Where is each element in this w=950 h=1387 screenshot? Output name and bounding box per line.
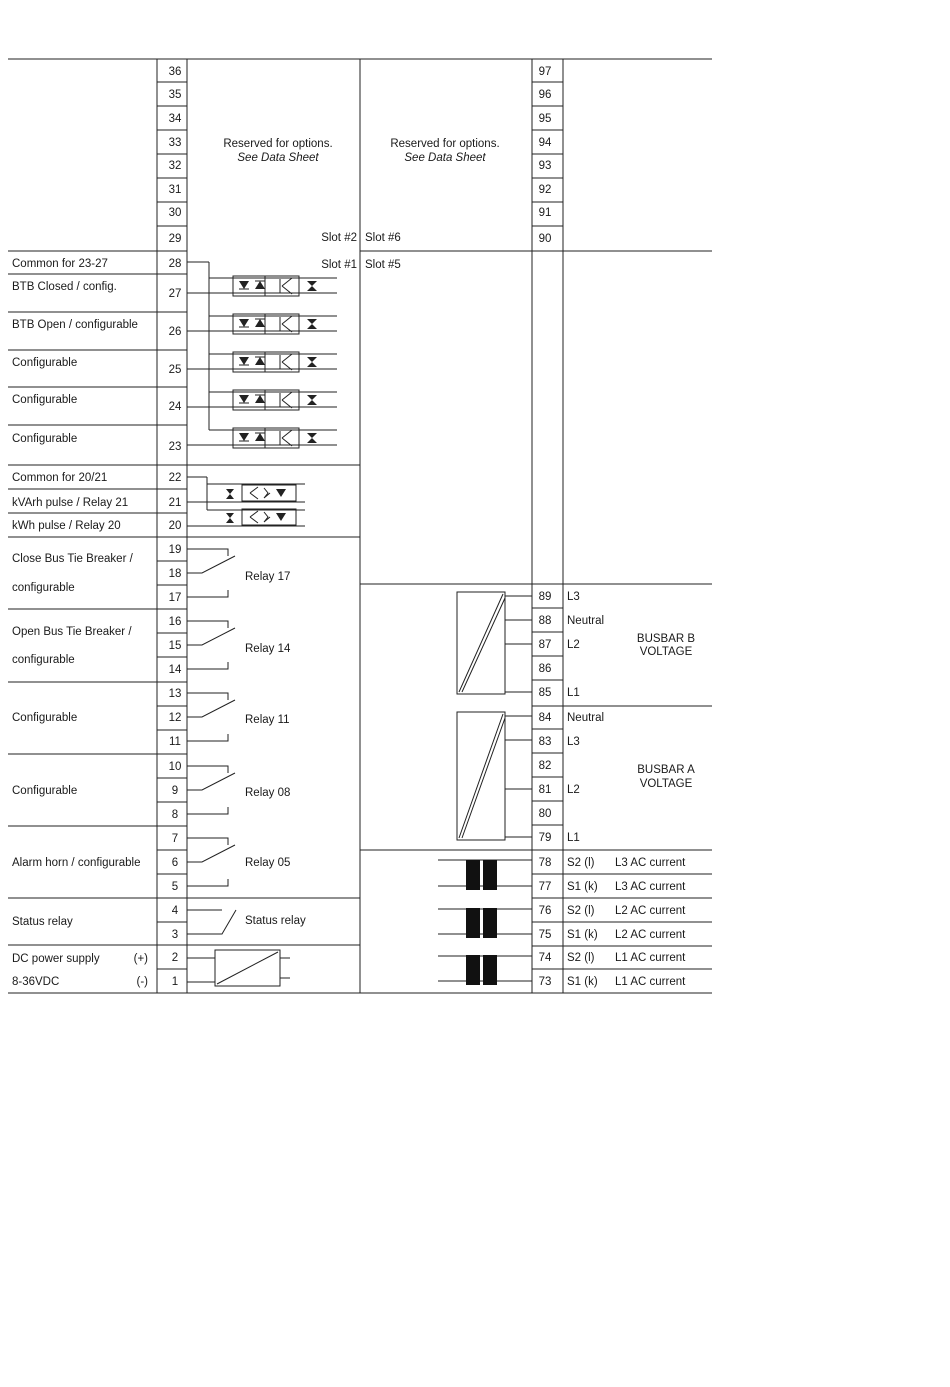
terminal-number: 84: [538, 712, 552, 724]
busbar-b-l3: L3: [567, 591, 580, 603]
busbar-b-l1: L1: [567, 687, 580, 699]
terminal-number: 33: [168, 137, 182, 149]
terminal-number: 30: [168, 207, 182, 219]
terminal-number: 22: [168, 472, 182, 484]
optocoupler-23: [187, 428, 337, 448]
label-kvarh-pulse: kVArh pulse / Relay 21: [12, 497, 129, 509]
terminal-number: 1: [171, 976, 179, 988]
terminal-number: 79: [538, 832, 552, 844]
relay-05-label: Relay 05: [245, 857, 291, 869]
terminal-number: 5: [171, 881, 179, 893]
terminal-number: 8: [171, 809, 179, 821]
terminal-number: 12: [168, 712, 182, 724]
terminal-number: 23: [168, 441, 182, 453]
terminal-number: 9: [171, 785, 179, 797]
terminal-number: 28: [168, 258, 182, 270]
label-configurable-relay11: Configurable: [12, 712, 78, 724]
terminal-number: 83: [538, 736, 552, 748]
label-configurable-relay08: Configurable: [12, 785, 78, 797]
busbar-a-l2: L2: [567, 784, 580, 796]
terminal-number: 4: [171, 905, 179, 917]
terminal-number: 20: [168, 520, 182, 532]
relay-08-label: Relay 08: [245, 787, 291, 799]
terminal-number: 16: [168, 616, 182, 628]
terminal-number: 27: [168, 288, 182, 300]
terminal-number: 88: [538, 615, 552, 627]
terminal-number: 32: [168, 160, 182, 172]
digital-input-optocouplers: [187, 262, 337, 448]
label-dc-plus: (+): [133, 953, 148, 965]
ct-74-name: L1 AC current: [615, 952, 686, 964]
terminal-number: 19: [168, 544, 182, 556]
label-open-btb-cont: configurable: [12, 654, 75, 666]
ct-75-name: L2 AC current: [615, 929, 686, 941]
terminal-number: 35: [168, 89, 182, 101]
slot-6-label: Slot #6: [365, 232, 401, 244]
terminal-number: 21: [168, 497, 182, 509]
ct-73-name: L1 AC current: [615, 976, 686, 988]
label-dc-range: 8-36VDC: [12, 976, 60, 988]
ct-75-terminal: S1 (k): [567, 929, 598, 941]
ct-77-name: L3 AC current: [615, 881, 686, 893]
terminal-number: 92: [538, 184, 552, 196]
ct-76-name: L2 AC current: [615, 905, 686, 917]
busbar-a-transducer: [457, 712, 532, 840]
terminal-number: 89: [538, 591, 552, 603]
group-labels: [637, 633, 695, 790]
label-btb-closed: BTB Closed / config.: [12, 281, 117, 293]
relay-labels: [245, 571, 306, 927]
terminal-number: 87: [538, 639, 552, 651]
terminal-number: 17: [168, 592, 182, 604]
terminal-number: 91: [538, 207, 552, 219]
label-status-relay: Status relay: [12, 916, 73, 928]
busbar-b-title: BUSBAR B: [636, 633, 696, 645]
terminal-number: 93: [538, 160, 552, 172]
terminal-number: 36: [168, 66, 182, 78]
ct-77-terminal: S1 (k): [567, 881, 598, 893]
terminal-number: 2: [171, 952, 179, 964]
ct-74-terminal: S2 (l): [567, 952, 595, 964]
terminal-number: 96: [538, 89, 552, 101]
busbar-a-title: BUSBAR A: [637, 764, 695, 776]
ct-l2: [438, 908, 532, 938]
relay-11-contact: [187, 693, 235, 741]
terminal-number: 34: [168, 113, 182, 125]
ct-l3: [438, 860, 532, 890]
busbar-b-neutral: Neutral: [567, 615, 605, 627]
relay-11-label: Relay 11: [245, 714, 290, 726]
status-relay-label: Status relay: [245, 915, 306, 927]
terminal-number: 29: [168, 233, 182, 245]
terminal-number: 7: [171, 833, 179, 845]
ct-78-name: L3 AC current: [615, 857, 686, 869]
label-alarm-horn: Alarm horn / configurable: [12, 857, 141, 869]
relay-17-contact: [187, 549, 235, 597]
slot-2-label: Slot #2: [321, 232, 357, 244]
terminal-number: 95: [538, 113, 552, 125]
terminal-number: 90: [538, 233, 552, 245]
reserved-left-title: Reserved for options.: [223, 138, 333, 150]
terminal-number: 18: [168, 568, 182, 580]
label-configurable-25: Configurable: [12, 357, 78, 369]
busbar-a-l3: L3: [567, 736, 580, 748]
busbar-a-l1: L1: [567, 832, 580, 844]
terminal-number: 94: [538, 137, 552, 149]
ct-l1: [438, 955, 532, 985]
terminal-number: 73: [538, 976, 552, 988]
busbar-a-neutral: Neutral: [567, 712, 605, 724]
label-btb-open: BTB Open / configurable: [12, 319, 138, 331]
relay-contacts: [187, 549, 236, 934]
reserved-left-sub: See Data Sheet: [237, 152, 319, 164]
terminal-number: 11: [169, 736, 181, 748]
relay-08-contact: [187, 766, 235, 814]
label-kwh-pulse: kWh pulse / Relay 20: [12, 520, 121, 532]
dc-converter: [187, 950, 290, 986]
terminal-number: 81: [538, 784, 552, 796]
relay-17-label: Relay 17: [245, 571, 291, 583]
label-close-btb: Close Bus Tie Breaker /: [12, 553, 133, 565]
terminal-number: 15: [168, 640, 182, 652]
reserved-right-title: Reserved for options.: [390, 138, 500, 150]
label-dc-minus: (-): [136, 976, 148, 988]
label-open-btb: Open Bus Tie Breaker /: [12, 626, 132, 638]
relay-14-label: Relay 14: [245, 643, 291, 655]
slot-1-label: Slot #1: [321, 259, 357, 271]
terminal-number: 85: [538, 687, 552, 699]
label-common-20-21: Common for 20/21: [12, 472, 108, 484]
label-configurable-23: Configurable: [12, 433, 78, 445]
terminal-number: 6: [171, 857, 179, 869]
terminal-number: 13: [168, 688, 182, 700]
ct-76-terminal: S2 (l): [567, 905, 595, 917]
ct-78-terminal: S2 (l): [567, 857, 595, 869]
terminal-number: 80: [538, 808, 552, 820]
terminal-number: 76: [538, 905, 552, 917]
busbar-b-subtitle: VOLTAGE: [639, 646, 693, 658]
terminal-number: 82: [538, 760, 552, 772]
relay-14-contact: [187, 621, 235, 669]
label-dc-supply: DC power supply: [12, 953, 100, 965]
left-function-labels: [12, 258, 148, 988]
relay-05-contact: [187, 838, 235, 886]
pulse-output-optocouplers: [187, 477, 305, 526]
terminal-number: 24: [168, 401, 182, 413]
terminal-number: 25: [168, 364, 182, 376]
terminal-number: 86: [538, 663, 552, 675]
terminal-number: 26: [168, 326, 182, 338]
terminal-number: 78: [538, 857, 552, 869]
slot-5-label: Slot #5: [365, 259, 401, 271]
terminal-number: 14: [168, 664, 182, 676]
terminal-number: 3: [171, 929, 179, 941]
current-transformers: [438, 860, 532, 985]
terminal-number: 75: [538, 929, 552, 941]
terminal-number: 97: [538, 66, 552, 78]
busbar-b-l2: L2: [567, 639, 580, 651]
terminal-number: 77: [538, 881, 552, 893]
reserved-right-sub: See Data Sheet: [404, 152, 486, 164]
terminal-number: 10: [168, 761, 182, 773]
label-configurable-24: Configurable: [12, 394, 78, 406]
busbar-b-transducer: [457, 592, 532, 694]
status-relay-contact: [187, 910, 236, 934]
label-common-23-27: Common for 23-27: [12, 258, 108, 270]
label-close-btb-cont: configurable: [12, 582, 75, 594]
ct-73-terminal: S1 (k): [567, 976, 598, 988]
terminal-number: 31: [168, 184, 182, 196]
terminal-number: 74: [538, 952, 552, 964]
busbar-a-subtitle: VOLTAGE: [639, 778, 693, 790]
